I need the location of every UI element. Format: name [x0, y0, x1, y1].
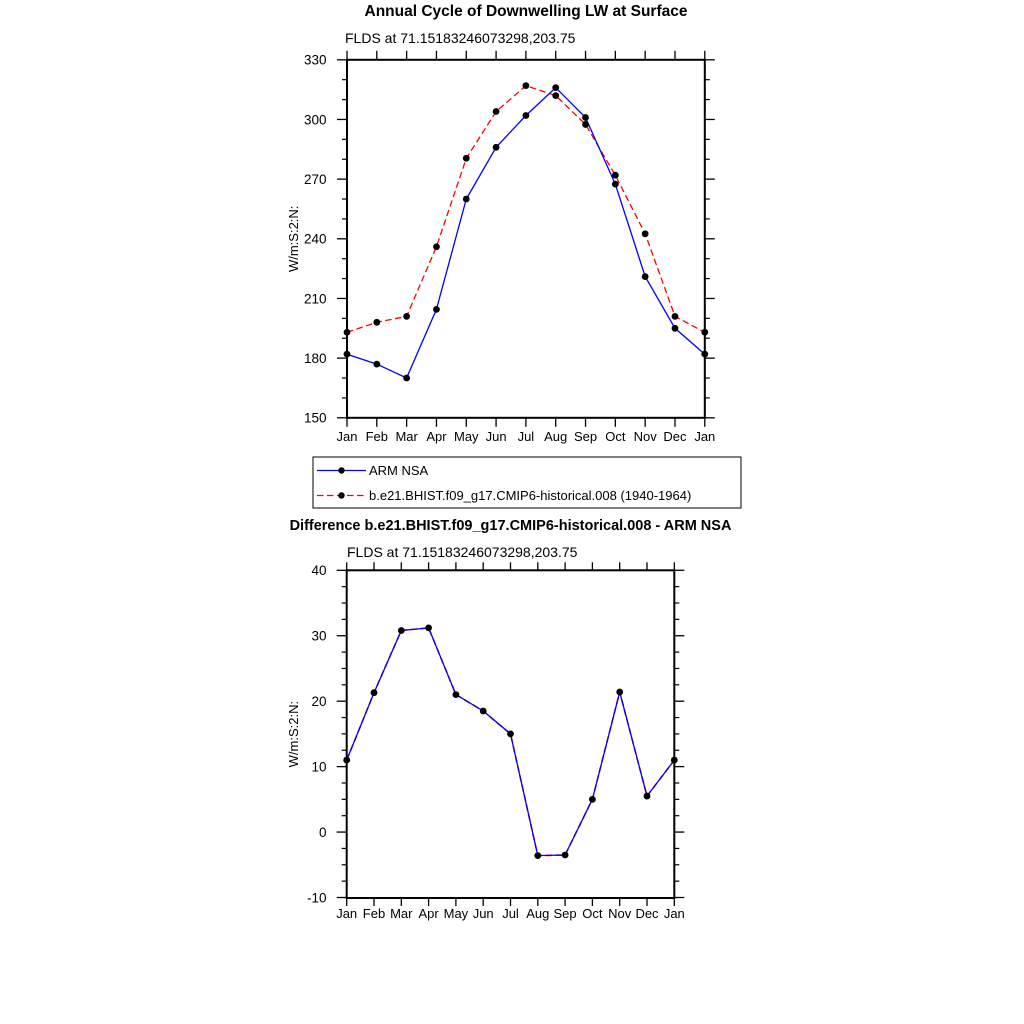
y-tick-label: 30	[311, 628, 327, 644]
x-tick-label: Nov	[608, 906, 632, 921]
data-point-marker	[398, 627, 405, 634]
y-tick-label: 180	[303, 350, 327, 366]
x-tick-label: Jan	[336, 429, 358, 444]
data-point-marker	[552, 84, 559, 91]
data-point-marker	[344, 329, 351, 336]
data-point-marker	[403, 313, 410, 320]
data-point-marker	[425, 624, 432, 631]
y-tick-label: 270	[303, 171, 327, 187]
x-tick-label: Dec	[663, 429, 687, 444]
y-tick-label: 240	[303, 231, 327, 247]
x-tick-label: Jan	[336, 906, 358, 921]
x-tick-label: Sep	[553, 906, 577, 921]
x-tick-label: Aug	[544, 429, 568, 444]
series-line-b-e21-bhist-f09-g17-cmip	[347, 86, 705, 333]
legend-label-0: ARM NSA	[369, 463, 429, 479]
data-point-marker	[616, 689, 623, 696]
x-tick-label: Mar	[395, 429, 418, 444]
legend-marker	[338, 467, 344, 473]
y-tick-label: 20	[311, 693, 327, 709]
x-tick-label: Jul	[517, 429, 535, 444]
data-point-marker	[612, 172, 619, 179]
data-point-marker	[701, 329, 708, 336]
x-tick-label: Jun	[472, 906, 494, 921]
x-tick-label: Apr	[418, 906, 439, 921]
data-point-marker	[582, 114, 589, 121]
y-tick-label: 300	[303, 112, 327, 128]
data-point-marker	[433, 306, 440, 313]
x-tick-label: Oct	[605, 429, 626, 444]
y-tick-label: -10	[306, 890, 327, 906]
data-point-marker	[672, 313, 679, 320]
data-point-marker	[343, 757, 350, 764]
x-tick-label: Dec	[635, 906, 659, 921]
x-tick-label: May	[443, 906, 469, 921]
data-point-marker	[644, 793, 651, 800]
x-tick-label: Feb	[362, 906, 386, 921]
y-axis-title: W/m:S:2:N:	[286, 205, 301, 273]
x-tick-label: Aug	[526, 906, 550, 921]
series-line-difference	[347, 628, 675, 856]
data-point-marker	[671, 757, 678, 764]
data-point-marker	[373, 361, 380, 368]
y-tick-label: 0	[318, 824, 327, 840]
x-tick-label: May	[453, 429, 479, 444]
data-point-marker	[523, 82, 530, 89]
y-tick-label: 330	[303, 52, 327, 68]
data-point-marker	[534, 852, 541, 859]
x-tick-label: Sep	[573, 429, 598, 444]
bottom-chart-subtitle: FLDS at 71.15183246073298,203.75	[347, 544, 578, 560]
data-point-marker	[463, 155, 470, 162]
series-line-arm-nsa	[347, 88, 705, 378]
y-tick-label: 40	[311, 563, 327, 579]
legend-marker	[338, 492, 344, 498]
data-point-marker	[493, 108, 500, 115]
data-point-marker	[642, 230, 649, 237]
data-point-marker	[582, 121, 589, 128]
y-axis-title: W/m:S:2:N:	[286, 700, 301, 768]
data-point-marker	[493, 144, 500, 151]
data-point-marker	[589, 796, 596, 803]
data-point-marker	[552, 92, 559, 99]
data-point-marker	[463, 196, 470, 203]
data-point-marker	[562, 852, 569, 859]
data-point-marker	[403, 375, 410, 382]
data-point-marker	[371, 689, 378, 696]
data-point-marker	[642, 273, 649, 280]
y-tick-label: 210	[303, 291, 327, 307]
data-point-marker	[507, 731, 514, 738]
x-tick-label: Jan	[694, 429, 716, 444]
data-point-marker	[373, 319, 380, 326]
x-tick-label: Jan	[663, 906, 685, 921]
x-tick-label: Apr	[426, 429, 447, 444]
data-point-marker	[701, 351, 708, 358]
data-point-marker	[672, 325, 679, 332]
top-chart-title: Annual Cycle of Downwelling LW at Surface	[364, 3, 688, 20]
data-point-marker	[480, 708, 487, 715]
data-point-marker	[344, 351, 351, 358]
series-line-underlay	[347, 628, 675, 856]
bottom-chart-title: Difference b.e21.BHIST.f09_g17.CMIP6-historical.008 - ARM NSA	[289, 518, 732, 534]
data-point-marker	[523, 112, 530, 119]
x-tick-label: Feb	[365, 429, 389, 444]
data-point-marker	[612, 181, 619, 188]
top-chart-subtitle: FLDS at 71.15183246073298,203.75	[345, 30, 576, 46]
y-tick-label: 150	[303, 410, 327, 426]
legend-label-1: b.e21.BHIST.f09_g17.CMIP6-historical.008 (1940-1964)	[369, 488, 692, 504]
x-tick-label: Jun	[485, 429, 507, 444]
data-point-marker	[453, 691, 460, 698]
data-point-marker	[433, 243, 440, 250]
x-tick-label: Mar	[390, 906, 413, 921]
y-tick-label: 10	[311, 759, 327, 775]
x-tick-label: Oct	[582, 906, 603, 921]
x-tick-label: Nov	[633, 429, 657, 444]
x-tick-label: Jul	[502, 906, 519, 921]
